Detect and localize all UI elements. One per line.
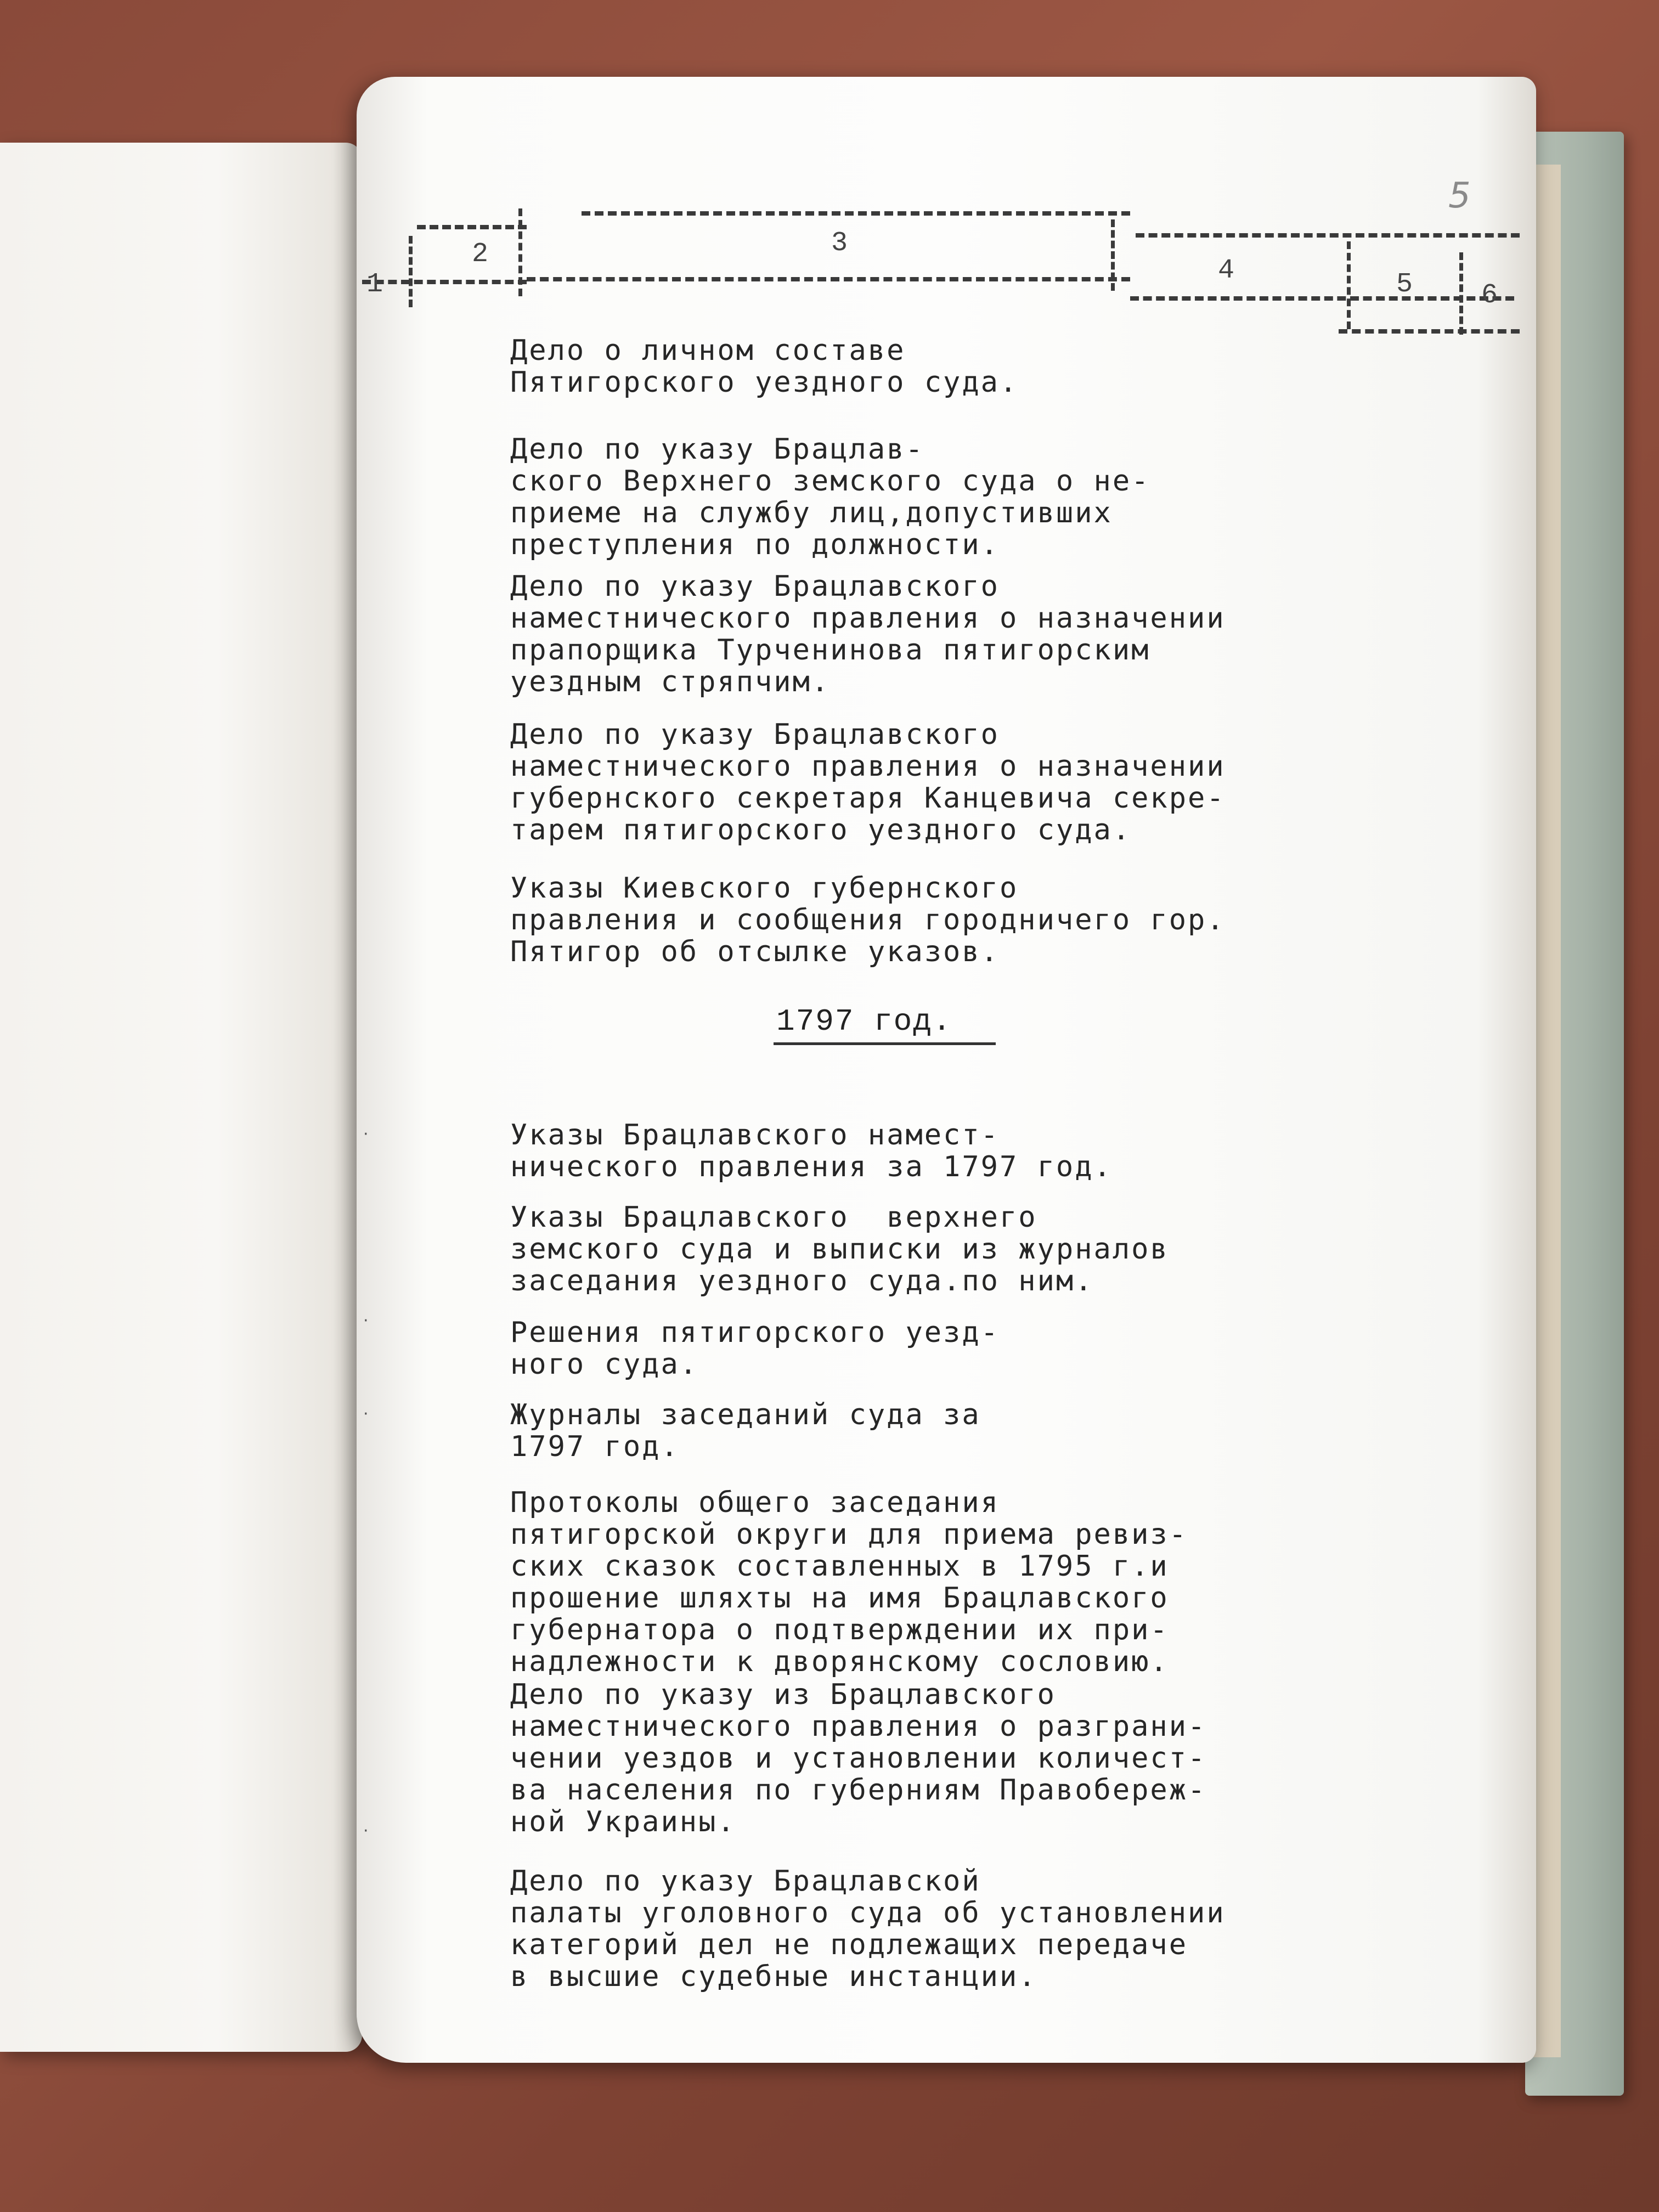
entry-text: Дело о личном составе Пятигорского уездного суда.: [510, 334, 1019, 399]
entry-text: Журналы заседаний суда за 1797 год.: [510, 1398, 981, 1463]
margin-mark: ·: [363, 1311, 369, 1330]
header-bottom-line: [1130, 296, 1514, 301]
entry-text: Протоколы общего заседания пятигорской округи для приема ревиз- ских сказок составленных в 1795 г.и прошение шляхты на имя Брацлавского губернатора о подтверждении их при- надлежности к дворянскому сословию.: [510, 1486, 1188, 1678]
header-divider: [1347, 241, 1351, 329]
column-number: 2: [472, 239, 489, 270]
entry-text: Дело по указу из Брацлавского наместнического правления о разграни- чении уездов и установлении количест- ва населения по губерниям Правобереж- ной Украины.: [510, 1678, 1207, 1838]
header-divider: [1111, 219, 1115, 291]
entry-text: Дело по указу Брацлавской палаты уголовного суда об установлении категорий дел не подлежащих передаче в высшие судебные инстанции.: [510, 1865, 1226, 1993]
cover-board-edge: [1533, 165, 1561, 2057]
header-divider: [1459, 252, 1463, 335]
margin-mark: ·: [363, 1125, 369, 1144]
column-number: 5: [1396, 269, 1413, 300]
header-bottom-line: [362, 280, 527, 284]
entry-text: Решения пятигорского уезд- ного суда.: [510, 1316, 1000, 1381]
margin-mark: ·: [363, 1404, 369, 1424]
column-number: 4: [1218, 255, 1235, 286]
margin-mark: ·: [363, 1821, 369, 1841]
header-top-line: [1136, 233, 1520, 238]
entry-text: Указы Брацлавского намест- нического правления за 1797 год.: [510, 1119, 1113, 1183]
header-divider: [409, 236, 413, 307]
header-divider: [518, 208, 522, 296]
page-number: 5: [1448, 176, 1471, 216]
entry-text: Дело по указу Брацлавского наместнического правления о назначении прапорщика Турченинова пятигорским уездным стряпчим.: [510, 570, 1226, 698]
header-top-line: [582, 211, 1130, 216]
entry-text: Дело по указу Брацлав- ского Верхнего земского суда о не- приеме на службу лиц,допустивших преступления по должности.: [510, 433, 1150, 561]
entry-text: Указы Киевского губернского правления и сообщения городничего гор. Пятигор об отсылке указов.: [510, 872, 1226, 968]
column-number: 1: [366, 269, 383, 300]
entry-text: Дело по указу Брацлавского наместнического правления о назначении губернского секретаря Канцевича секре- тарем пятигорского уездного суда.: [510, 718, 1226, 847]
header-bottom-line: [527, 277, 1130, 281]
year-heading-underline: [774, 1042, 996, 1045]
header-top-line: [417, 225, 527, 229]
year-heading: 1797 год.: [776, 1004, 952, 1039]
left-page: [0, 143, 362, 2052]
entry-text: Указы Брацлавского верхнего земского суда и выписки из журналов заседания уездного суда.по ним.: [510, 1201, 1169, 1297]
column-number: 6: [1481, 280, 1498, 311]
column-number: 3: [831, 228, 848, 259]
header-lower-line: [1339, 329, 1520, 334]
